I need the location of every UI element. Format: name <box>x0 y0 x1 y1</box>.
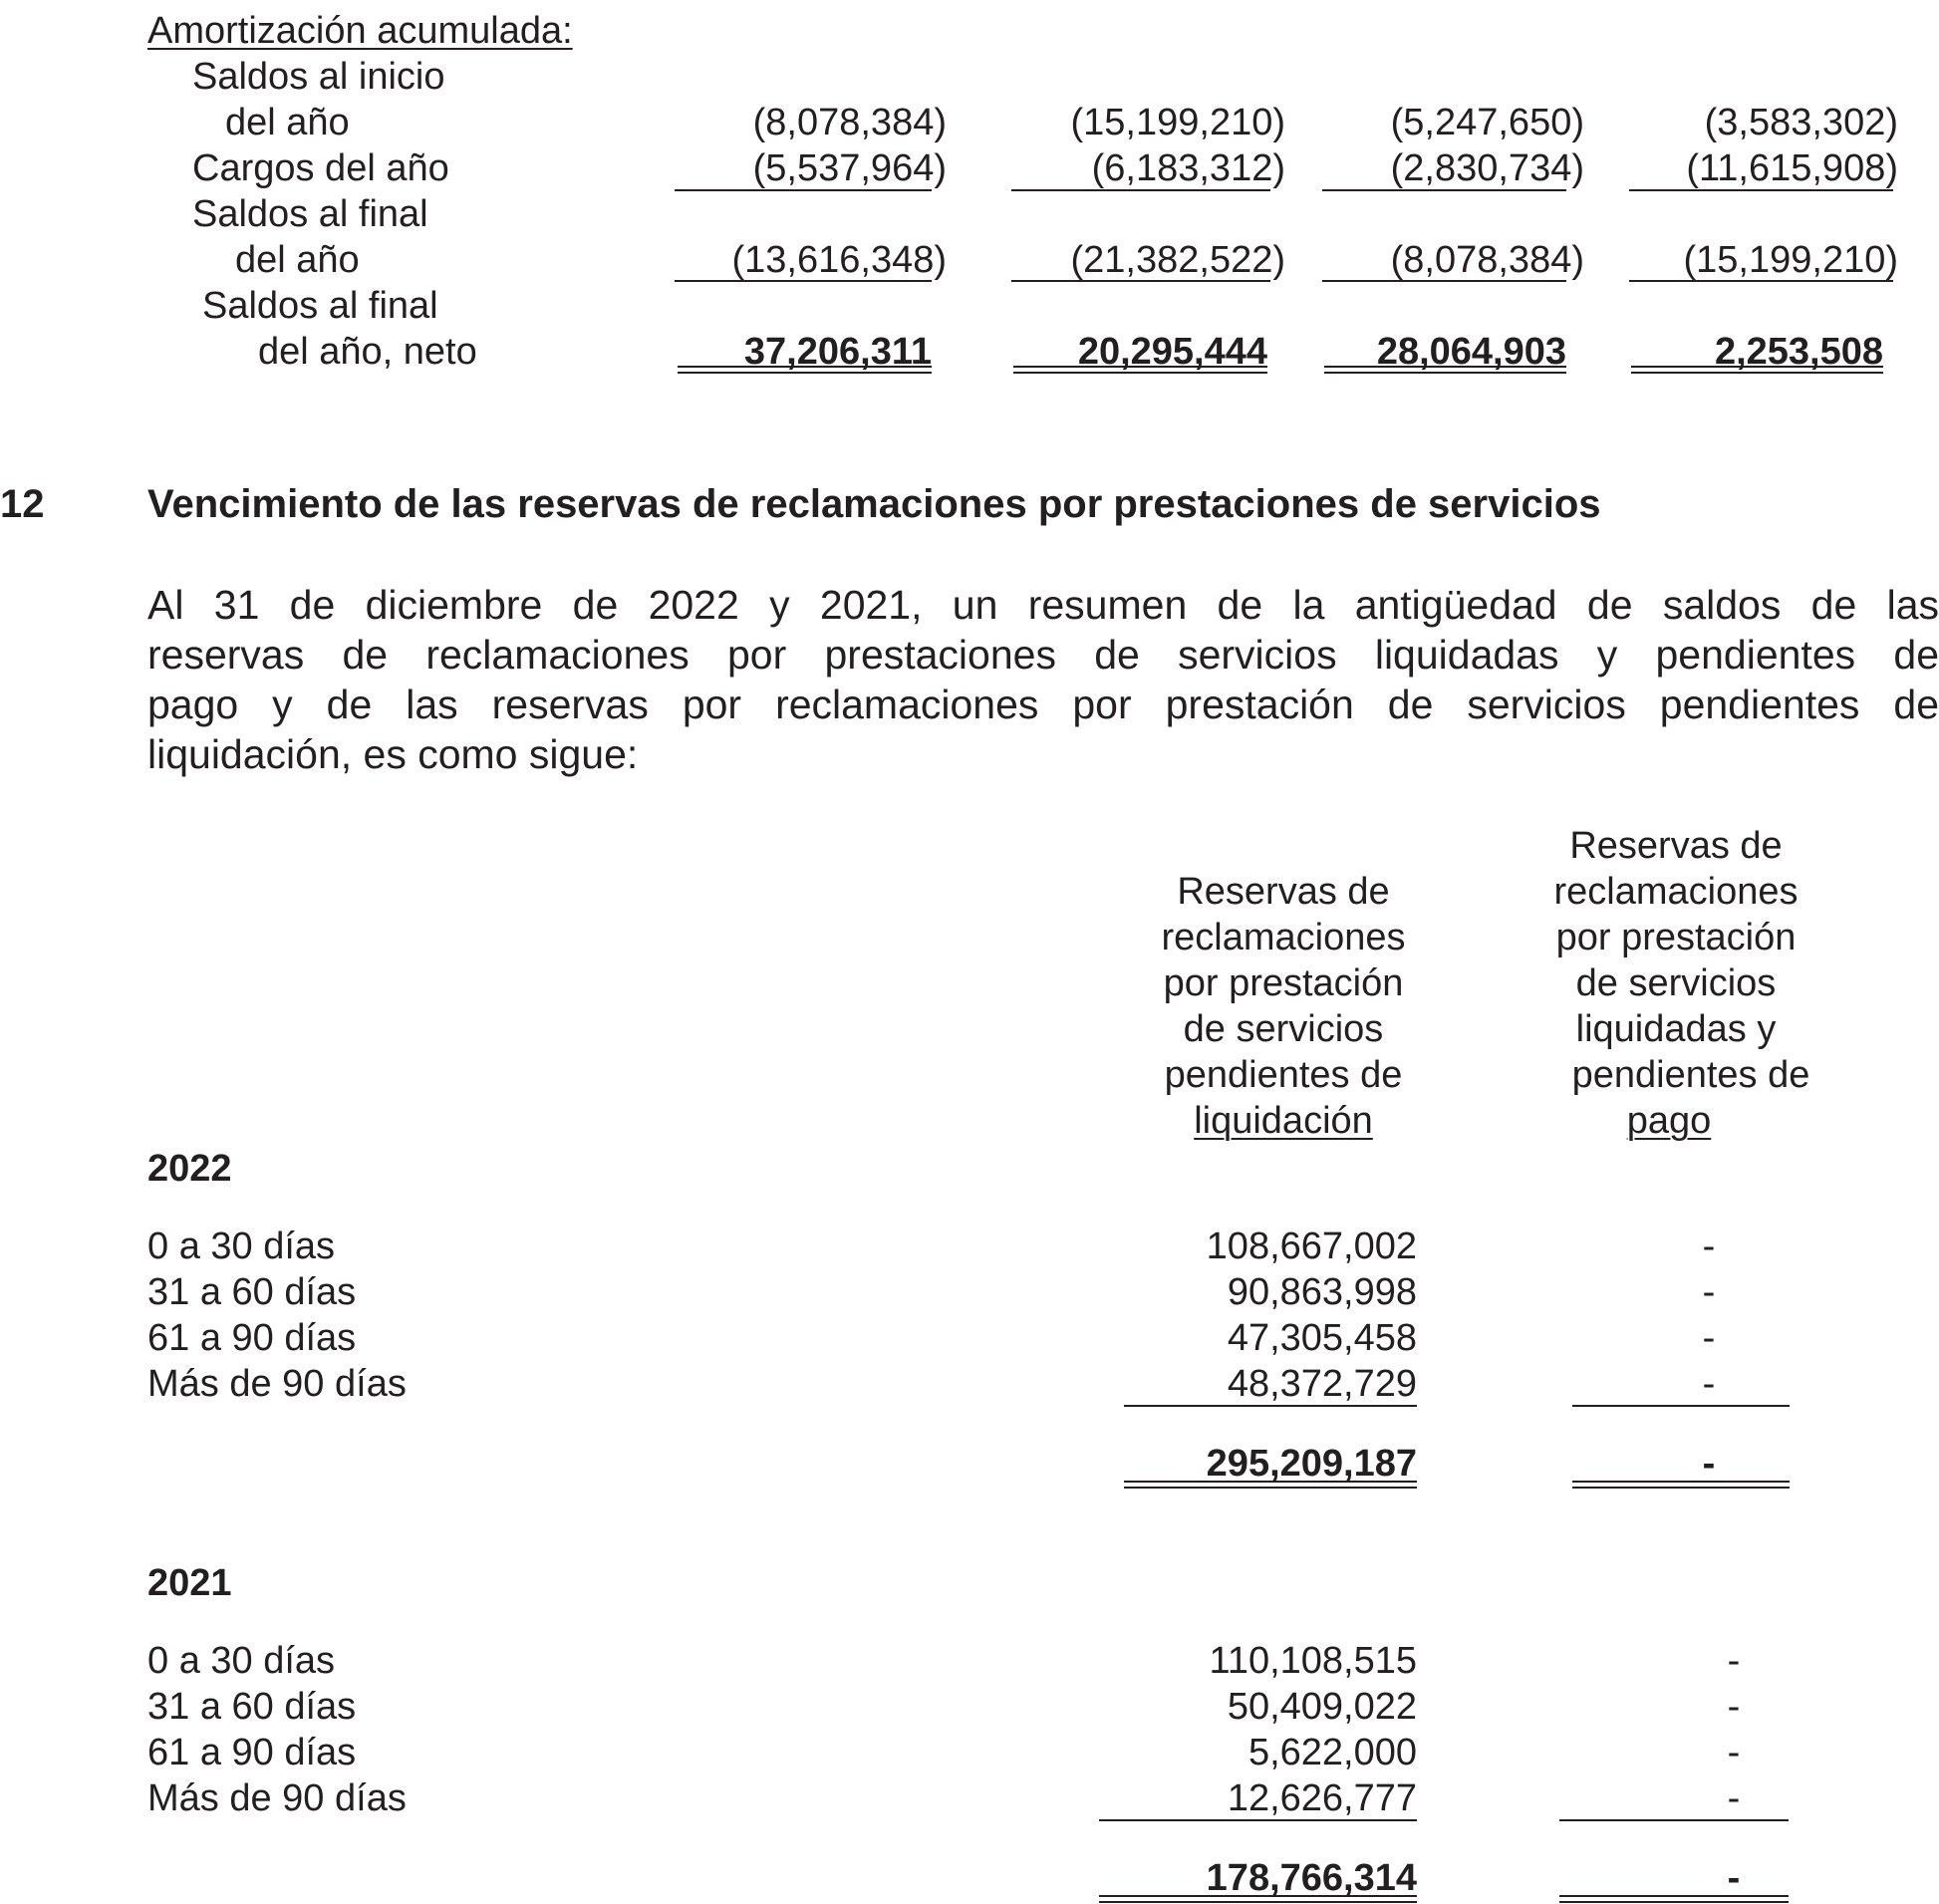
underline <box>1322 280 1566 282</box>
amount: (8,078,384) <box>1390 239 1584 281</box>
aging-label: 31 a 60 días <box>147 1686 357 1728</box>
col2-value: - <box>1727 1777 1741 1819</box>
paragraph-line: pago y de las reservas por reclamaciones por prestación de servicios pendientes de <box>147 681 1939 727</box>
double-underline-top <box>1013 366 1267 368</box>
double-underline-top <box>1559 1895 1789 1897</box>
subtotal-underline <box>1099 1819 1417 1821</box>
double-underline-bottom <box>678 372 932 374</box>
row-label: Cargos del año <box>192 147 449 189</box>
section-paragraph <box>147 580 1939 779</box>
amount: (5,247,650) <box>1390 102 1584 143</box>
double-underline-top <box>1631 366 1883 368</box>
col1-header-line: por prestación <box>1163 962 1404 1004</box>
total-col1: 295,209,187 <box>1206 1443 1417 1485</box>
aging-label: 0 a 30 días <box>147 1640 336 1682</box>
col1-value: 5,622,000 <box>1247 1732 1417 1773</box>
aging-label: Más de 90 días <box>147 1363 407 1405</box>
double-underline-bottom <box>1324 372 1566 374</box>
double-underline-bottom <box>1124 1487 1417 1489</box>
col2-value: - <box>1727 1686 1741 1728</box>
underline <box>1011 189 1270 191</box>
total-col2: - <box>1702 1443 1716 1485</box>
net-amount: 28,064,903 <box>1376 331 1566 373</box>
col2-value: - <box>1702 1225 1716 1267</box>
amount: (15,199,210) <box>1683 239 1898 281</box>
section-title: Vencimiento de las reservas de reclamaciones por prestaciones de servicios <box>147 482 1601 526</box>
col2-value: - <box>1727 1640 1741 1682</box>
underline <box>1011 280 1270 282</box>
col1-header-line: reclamaciones <box>1161 917 1406 958</box>
paragraph-line: Al 31 de diciembre de 2022 y 2021, un resumen de la antigüedad de saldos de las <box>147 582 1939 628</box>
col1-header-line: liquidación <box>1194 1100 1373 1142</box>
subtotal-underline <box>1559 1819 1789 1821</box>
underline <box>1322 189 1566 191</box>
col1-value: 108,667,002 <box>1206 1225 1417 1267</box>
year-heading: 2022 <box>147 1148 232 1190</box>
aging-label: 0 a 30 días <box>147 1225 336 1267</box>
underline <box>1629 280 1893 282</box>
amount: (13,616,348) <box>731 239 947 281</box>
amortization-heading: Amortización acumulada: <box>147 10 573 52</box>
net-amount: 20,295,444 <box>1077 331 1267 373</box>
double-underline-bottom <box>1572 1487 1790 1489</box>
underline <box>1629 189 1893 191</box>
amount: (11,615,908) <box>1686 147 1898 189</box>
aging-label: 61 a 90 días <box>147 1732 357 1773</box>
row-label: del año, neto <box>258 331 477 373</box>
col2-header-line: pendientes de <box>1571 1054 1810 1096</box>
col1-value: 50,409,022 <box>1227 1686 1417 1728</box>
col1-header-line: de servicios <box>1183 1008 1384 1050</box>
underline <box>675 280 932 282</box>
amount: (8,078,384) <box>752 102 947 143</box>
amount: (21,382,522) <box>1070 239 1285 281</box>
col2-value: - <box>1702 1363 1716 1405</box>
double-underline-top <box>1099 1895 1417 1897</box>
double-underline-bottom <box>1013 372 1267 374</box>
col2-header-line: pago <box>1626 1100 1712 1142</box>
double-underline-bottom <box>1099 1901 1417 1903</box>
col1-value: 90,863,998 <box>1227 1271 1417 1313</box>
aging-label: 61 a 90 días <box>147 1317 357 1359</box>
subtotal-underline <box>1124 1405 1417 1407</box>
aging-label: 31 a 60 días <box>147 1271 357 1313</box>
double-underline-bottom <box>1631 372 1883 374</box>
col1-value: 48,372,729 <box>1227 1363 1417 1405</box>
col2-header-line: Reservas de <box>1569 825 1783 867</box>
paragraph-line: reservas de reclamaciones por prestaciones de servicios liquidadas y pendientes de <box>147 632 1939 678</box>
col1-value: 110,108,515 <box>1209 1640 1417 1682</box>
col2-header-line: por prestación <box>1555 917 1797 958</box>
paragraph-line: liquidación, es como sigue: <box>147 731 639 777</box>
amount: (6,183,312) <box>1091 147 1285 189</box>
row-label: Saldos al inicio <box>192 56 445 98</box>
col1-value: 47,305,458 <box>1227 1317 1417 1359</box>
net-amount: 2,253,508 <box>1714 331 1883 373</box>
total-col2: - <box>1727 1857 1741 1899</box>
double-underline-top <box>1124 1481 1417 1483</box>
col1-value: 12,626,777 <box>1227 1777 1417 1819</box>
col2-value: - <box>1727 1732 1741 1773</box>
amount: (3,583,302) <box>1704 102 1898 143</box>
col2-header-line: reclamaciones <box>1553 871 1799 913</box>
row-label: Saldos al final <box>192 193 428 235</box>
amount: (5,537,964) <box>752 147 947 189</box>
double-underline-top <box>678 366 932 368</box>
underline <box>675 189 932 191</box>
double-underline-bottom <box>1559 1901 1789 1903</box>
year-heading: 2021 <box>147 1562 232 1604</box>
col2-value: - <box>1702 1317 1716 1359</box>
double-underline-top <box>1572 1481 1790 1483</box>
row-label: Saldos al final <box>202 285 438 327</box>
col1-header-line: Reservas de <box>1177 871 1390 913</box>
row-label: del año <box>225 102 350 143</box>
amount: (15,199,210) <box>1070 102 1285 143</box>
row-label: del año <box>235 239 360 281</box>
net-amount: 37,206,311 <box>743 331 932 373</box>
total-col1: 178,766,314 <box>1206 1857 1417 1899</box>
col2-value: - <box>1702 1271 1716 1313</box>
aging-label: Más de 90 días <box>147 1777 407 1819</box>
col2-header-line: liquidadas y <box>1575 1008 1777 1050</box>
col2-header-line: de servicios <box>1575 962 1777 1004</box>
col1-header-line: pendientes de <box>1164 1054 1403 1096</box>
double-underline-top <box>1324 366 1566 368</box>
amount: (2,830,734) <box>1390 147 1584 189</box>
section-number: 12 <box>0 482 45 526</box>
subtotal-underline <box>1572 1405 1790 1407</box>
